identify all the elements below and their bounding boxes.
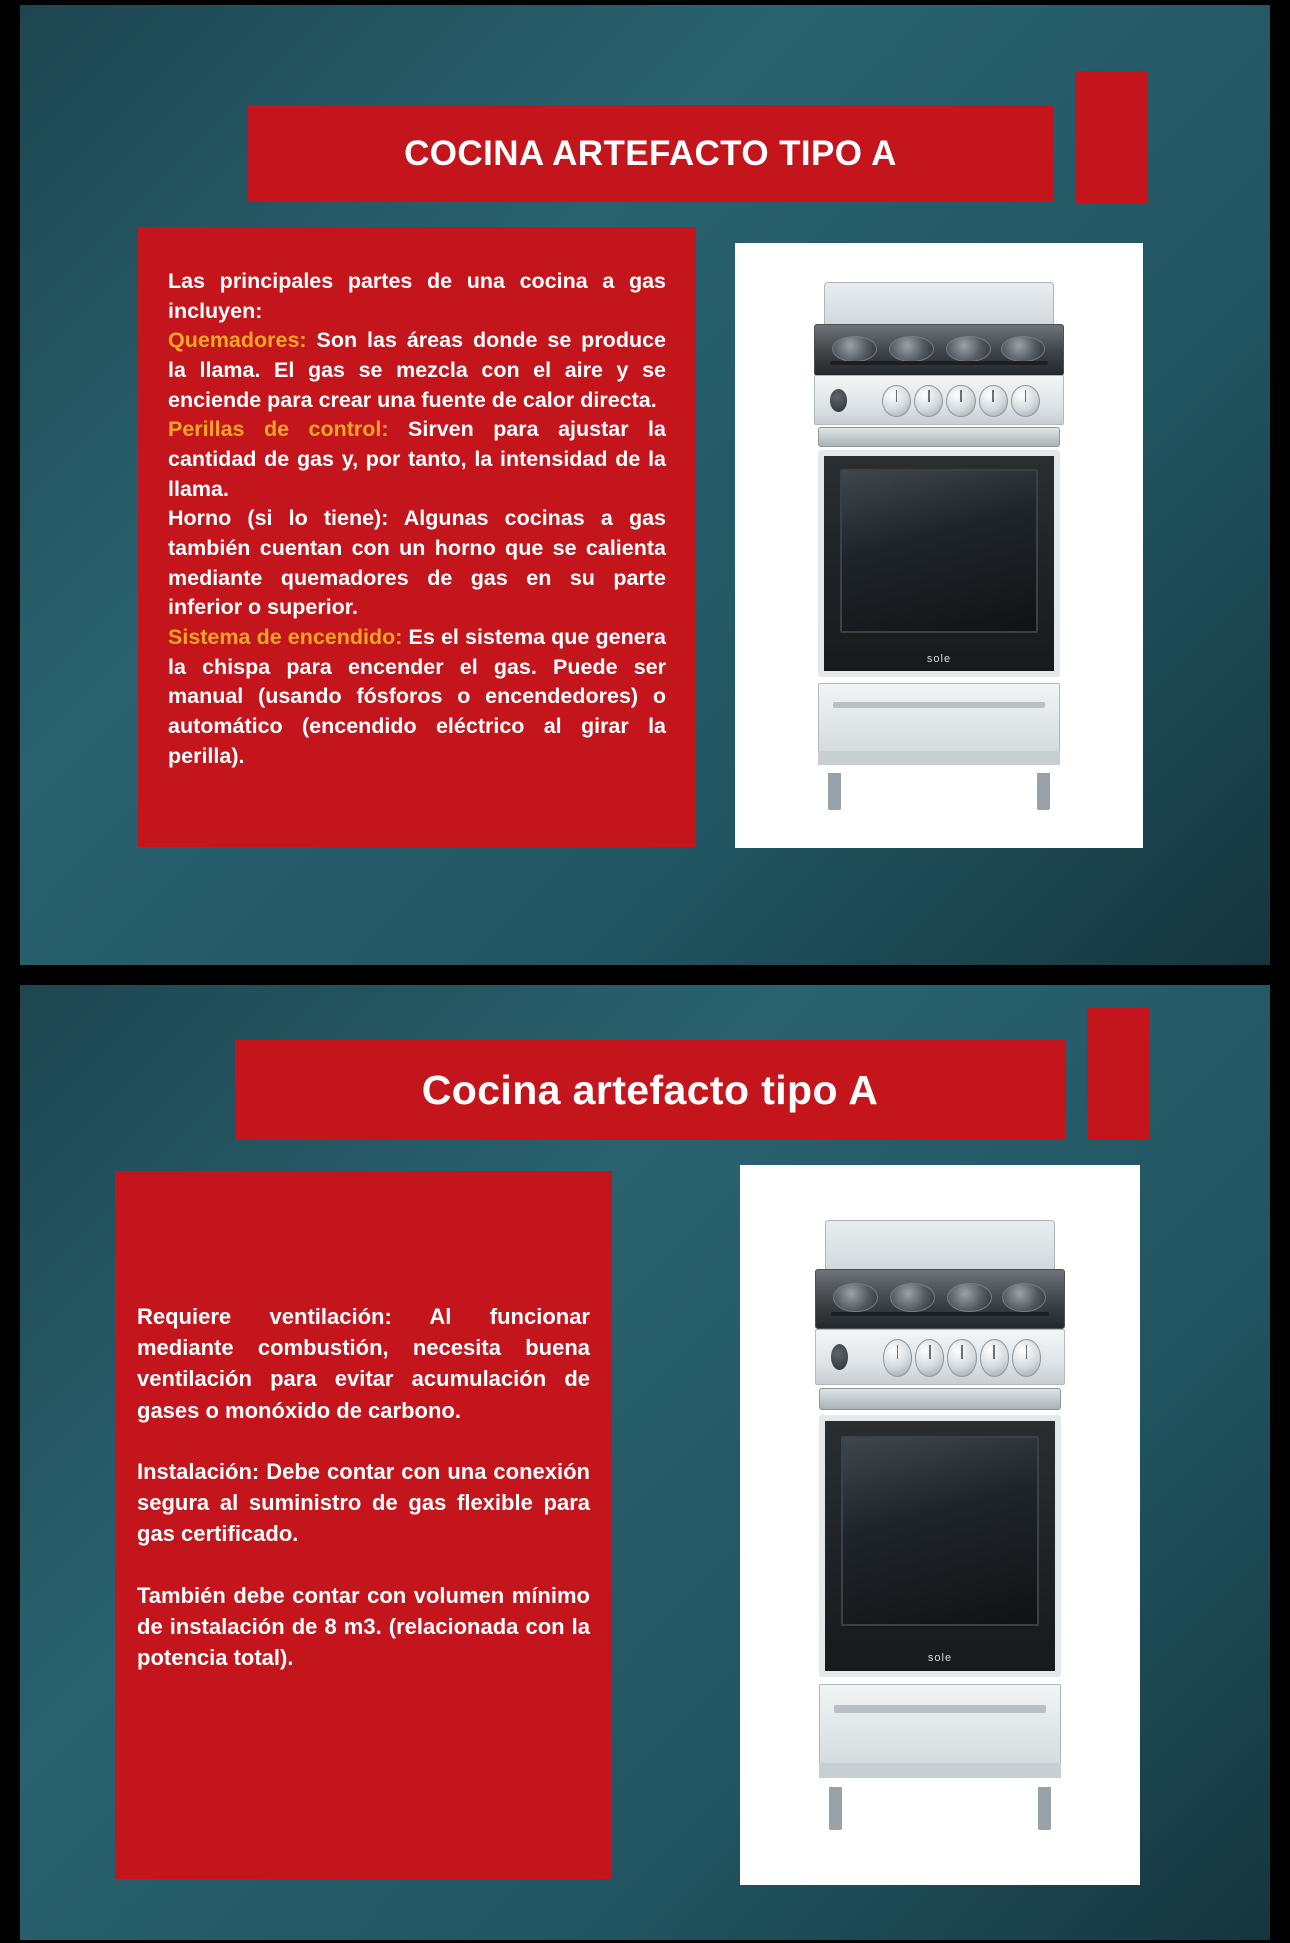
slide-1-photo-panel (735, 243, 1143, 848)
oven-door (819, 1415, 1062, 1677)
slide-1-text-panel (138, 227, 696, 847)
stove-brand-label: sole (926, 653, 952, 666)
burner-icon (946, 336, 990, 362)
slide-1-paragraph-2 (168, 326, 666, 415)
gas-stove-image (811, 1220, 1069, 1830)
slide-1-paragraph-3 (168, 415, 666, 504)
stove-grate (831, 1312, 1049, 1317)
burner-icon (833, 1283, 877, 1313)
oven-door-handle (818, 427, 1061, 447)
slide-1-paragraph-2-lead: Quemadores: (168, 328, 307, 353)
control-knob (915, 1339, 944, 1376)
gas-stove-image (810, 282, 1068, 810)
slide-2-title-accent-block (1087, 1008, 1149, 1140)
control-knob (980, 1339, 1009, 1376)
stove-grate (830, 361, 1048, 365)
slide-1-paragraph-3-lead: Perillas de control: (168, 417, 389, 442)
slide-2-title-group (235, 1040, 1149, 1140)
slide-1-title: COCINA ARTEFACTO TIPO A (404, 133, 897, 173)
stove-brand-label: sole (927, 1651, 953, 1664)
control-knob (882, 385, 911, 417)
burner-icon (889, 336, 933, 362)
oven-window (840, 469, 1038, 632)
slide-1-paragraph-3-text: Sirven para ajustar la cantidad de gas y, por tanto, la intensidad de la llama. (168, 417, 666, 501)
slide-2-paragraph-2-text: Debe contar con una conexión segura al suministro de gas flexible para gas certificado. (137, 1458, 590, 1547)
stove-leg (828, 773, 841, 810)
oven-door-handle (819, 1388, 1062, 1411)
slide-1-paragraph-4-text: Algunas cocinas a gas también cuentan con un horno que se calienta mediante quemadores de gas en su parte inferior o superior. (168, 506, 666, 620)
stove-control-panel (814, 375, 1064, 425)
control-knob (1012, 1339, 1041, 1376)
stove-drawer (819, 1684, 1062, 1765)
slide-1-paragraph-4-lead: Horno (si lo tiene): (168, 506, 389, 531)
stove-control-panel (815, 1329, 1065, 1386)
slide-1-paragraph-1-lead: Las principales partes de una cocina a gas incluyen: (168, 269, 666, 323)
control-knob (1011, 385, 1040, 417)
ignition-icon (830, 389, 847, 412)
slide-1-paragraph-2-text: Son las áreas donde se produce la llama. El gas se mezcla con el aire y se enciende para crear una fuente de calor directa. (168, 328, 666, 412)
control-knob (979, 385, 1008, 417)
slide-2-paragraph-1-lead: Requiere ventilación: (137, 1304, 392, 1329)
stove-leg (829, 1787, 842, 1830)
oven-window (841, 1436, 1039, 1626)
oven-door (818, 450, 1061, 677)
slide-1-paragraph-5 (168, 623, 666, 771)
control-knob (946, 385, 975, 417)
burner-icon (1001, 336, 1045, 362)
ignition-icon (831, 1344, 848, 1370)
slide-2-paragraph-3-text: También debe contar con volumen mínimo de instalación de 8 m3. (relacionada con la potencia total). (137, 1582, 590, 1671)
slide-1-paragraph-4 (168, 504, 666, 623)
stove-base (818, 751, 1061, 764)
slide-1-paragraph-1 (168, 267, 666, 326)
slide-2 (20, 985, 1270, 1940)
slide-1-title-bar (248, 105, 1053, 202)
slide-2-paragraph-2-lead: Instalación: (137, 1458, 260, 1484)
stove-cooktop (814, 324, 1064, 376)
burner-icon (1002, 1283, 1046, 1313)
stove-drawer (818, 683, 1061, 754)
stove-leg (1038, 1787, 1051, 1830)
slide-1-title-group (248, 105, 1147, 203)
slide-1-paragraph-5-text: Es el sistema que genera la chispa para encender el gas. Puede ser manual (usando fósforos o encendedores) o automático (encendido eléctrico al girar la perilla). (168, 624, 666, 768)
control-knob (914, 385, 943, 417)
slide-2-photo-panel (740, 1165, 1140, 1885)
slide-2-title: Cocina artefacto tipo A (421, 1066, 879, 1113)
slide-1-title-accent-block (1075, 71, 1147, 203)
burner-icon (832, 336, 876, 362)
slide-2-paragraph-1 (137, 1301, 590, 1426)
burner-icon (890, 1283, 934, 1313)
stove-base (819, 1763, 1062, 1778)
control-knob (883, 1339, 912, 1376)
slide-2-text-panel (115, 1171, 612, 1879)
stove-cooktop (815, 1269, 1065, 1329)
slide-2-paragraph-3 (137, 1580, 590, 1674)
control-knob (947, 1339, 976, 1376)
slide-2-paragraph-2 (137, 1456, 590, 1550)
slide-1 (20, 5, 1270, 965)
slide-2-paragraph-1-text: Al funcionar mediante combustión, necesita buena ventilación para evitar acumulación de gases o monóxido de carbono. (137, 1304, 590, 1423)
slide-1-paragraph-5-lead: Sistema de encendido: (168, 624, 403, 649)
stove-leg (1037, 773, 1050, 810)
burner-icon (947, 1283, 991, 1313)
slide-2-title-bar (235, 1040, 1065, 1140)
